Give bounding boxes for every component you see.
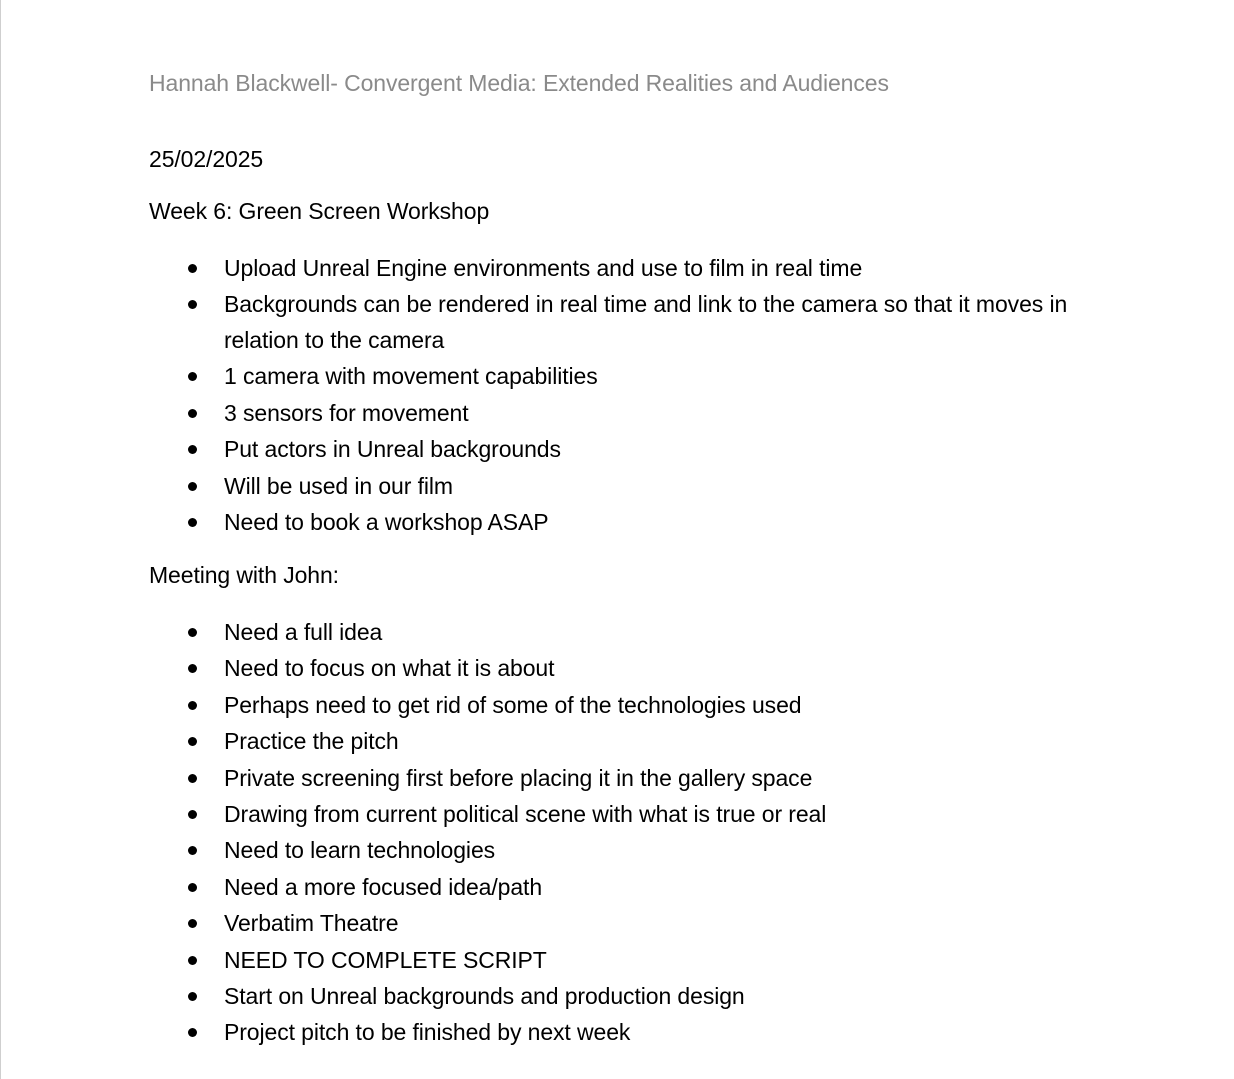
list-item-text: 1 camera with movement capabilities [224,363,598,390]
list-item [149,832,1109,868]
list-item-text: Project pitch to be finished by next week [224,1019,631,1046]
bullet-icon [188,883,197,892]
list-item-text: Backgrounds can be rendered in real time and link to the camera so that it moves in relation to the camera [224,291,1068,354]
list-item [149,687,1109,723]
green-screen-notes-list [149,250,1109,540]
list-item-text: Private screening first before placing it in the gallery space [224,764,813,791]
bullet-icon [188,372,197,381]
list-item [149,1014,1109,1050]
bullet-icon [188,774,197,783]
bullet-icon [188,992,197,1001]
list-item-text: Need to learn technologies [224,837,496,864]
list-item-text: Need a full idea [224,619,383,645]
list-item [149,978,1109,1014]
bullet-icon [188,300,197,309]
list-item [149,395,1109,431]
list-item-text: Perhaps need to get rid of some of the technologies used [224,691,802,718]
bullet-icon [188,409,197,418]
list-item-text: Practice the pitch [224,728,399,755]
bullet-icon [188,919,197,928]
bullet-icon [188,664,197,673]
list-item [149,796,1109,832]
section-title-meeting-with-john: Meeting with John: [149,562,339,588]
list-item [149,358,1109,394]
list-item-text: Need to focus on what it is about [224,655,555,682]
list-item [149,431,1109,467]
bullet-icon [188,628,197,637]
bullet-icon [188,1028,197,1037]
list-item [149,614,1109,650]
list-item-text: Drawing from current political scene with what is true or real [224,801,827,828]
bullet-icon [188,264,197,273]
list-item-text: Will be used in our film [224,472,453,499]
bullet-icon [188,810,197,819]
list-item-text: Upload Unreal Engine environments and use to film in real time [224,255,863,281]
list-item-text: Start on Unreal backgrounds and production design [224,983,745,1010]
bullet-icon [188,737,197,746]
list-item-text: 3 sensors for movement [224,399,469,426]
bullet-icon [188,482,197,491]
bullet-icon [188,518,197,527]
list-item-text: NEED TO COMPLETE SCRIPT [224,946,547,973]
date-line: 25/02/2025 [149,146,264,172]
list-item-text: Need to book a workshop ASAP [224,509,549,536]
page-edge-divider [0,0,1,1079]
list-item-text: Need a more focused idea/path [224,873,543,900]
list-item [149,650,1109,686]
list-item [149,286,1109,358]
list-item [149,905,1109,941]
bullet-icon [188,701,197,710]
list-item [149,869,1109,905]
list-item [149,942,1109,978]
section-title-green-screen-workshop: Week 6: Green Screen Workshop [149,198,490,224]
list-item [149,760,1109,796]
document-header: Hannah Blackwell- Convergent Media: Extended Realities and Audiences [149,70,889,96]
list-item [149,468,1109,504]
list-item-text: Verbatim Theatre [224,910,399,937]
meeting-notes-list [149,614,1109,1051]
bullet-icon [188,846,197,855]
bullet-icon [188,445,197,454]
list-item [149,250,1109,286]
list-item-text: Put actors in Unreal backgrounds [224,436,561,463]
bullet-icon [188,956,197,965]
list-item [149,504,1109,540]
list-item [149,723,1109,759]
